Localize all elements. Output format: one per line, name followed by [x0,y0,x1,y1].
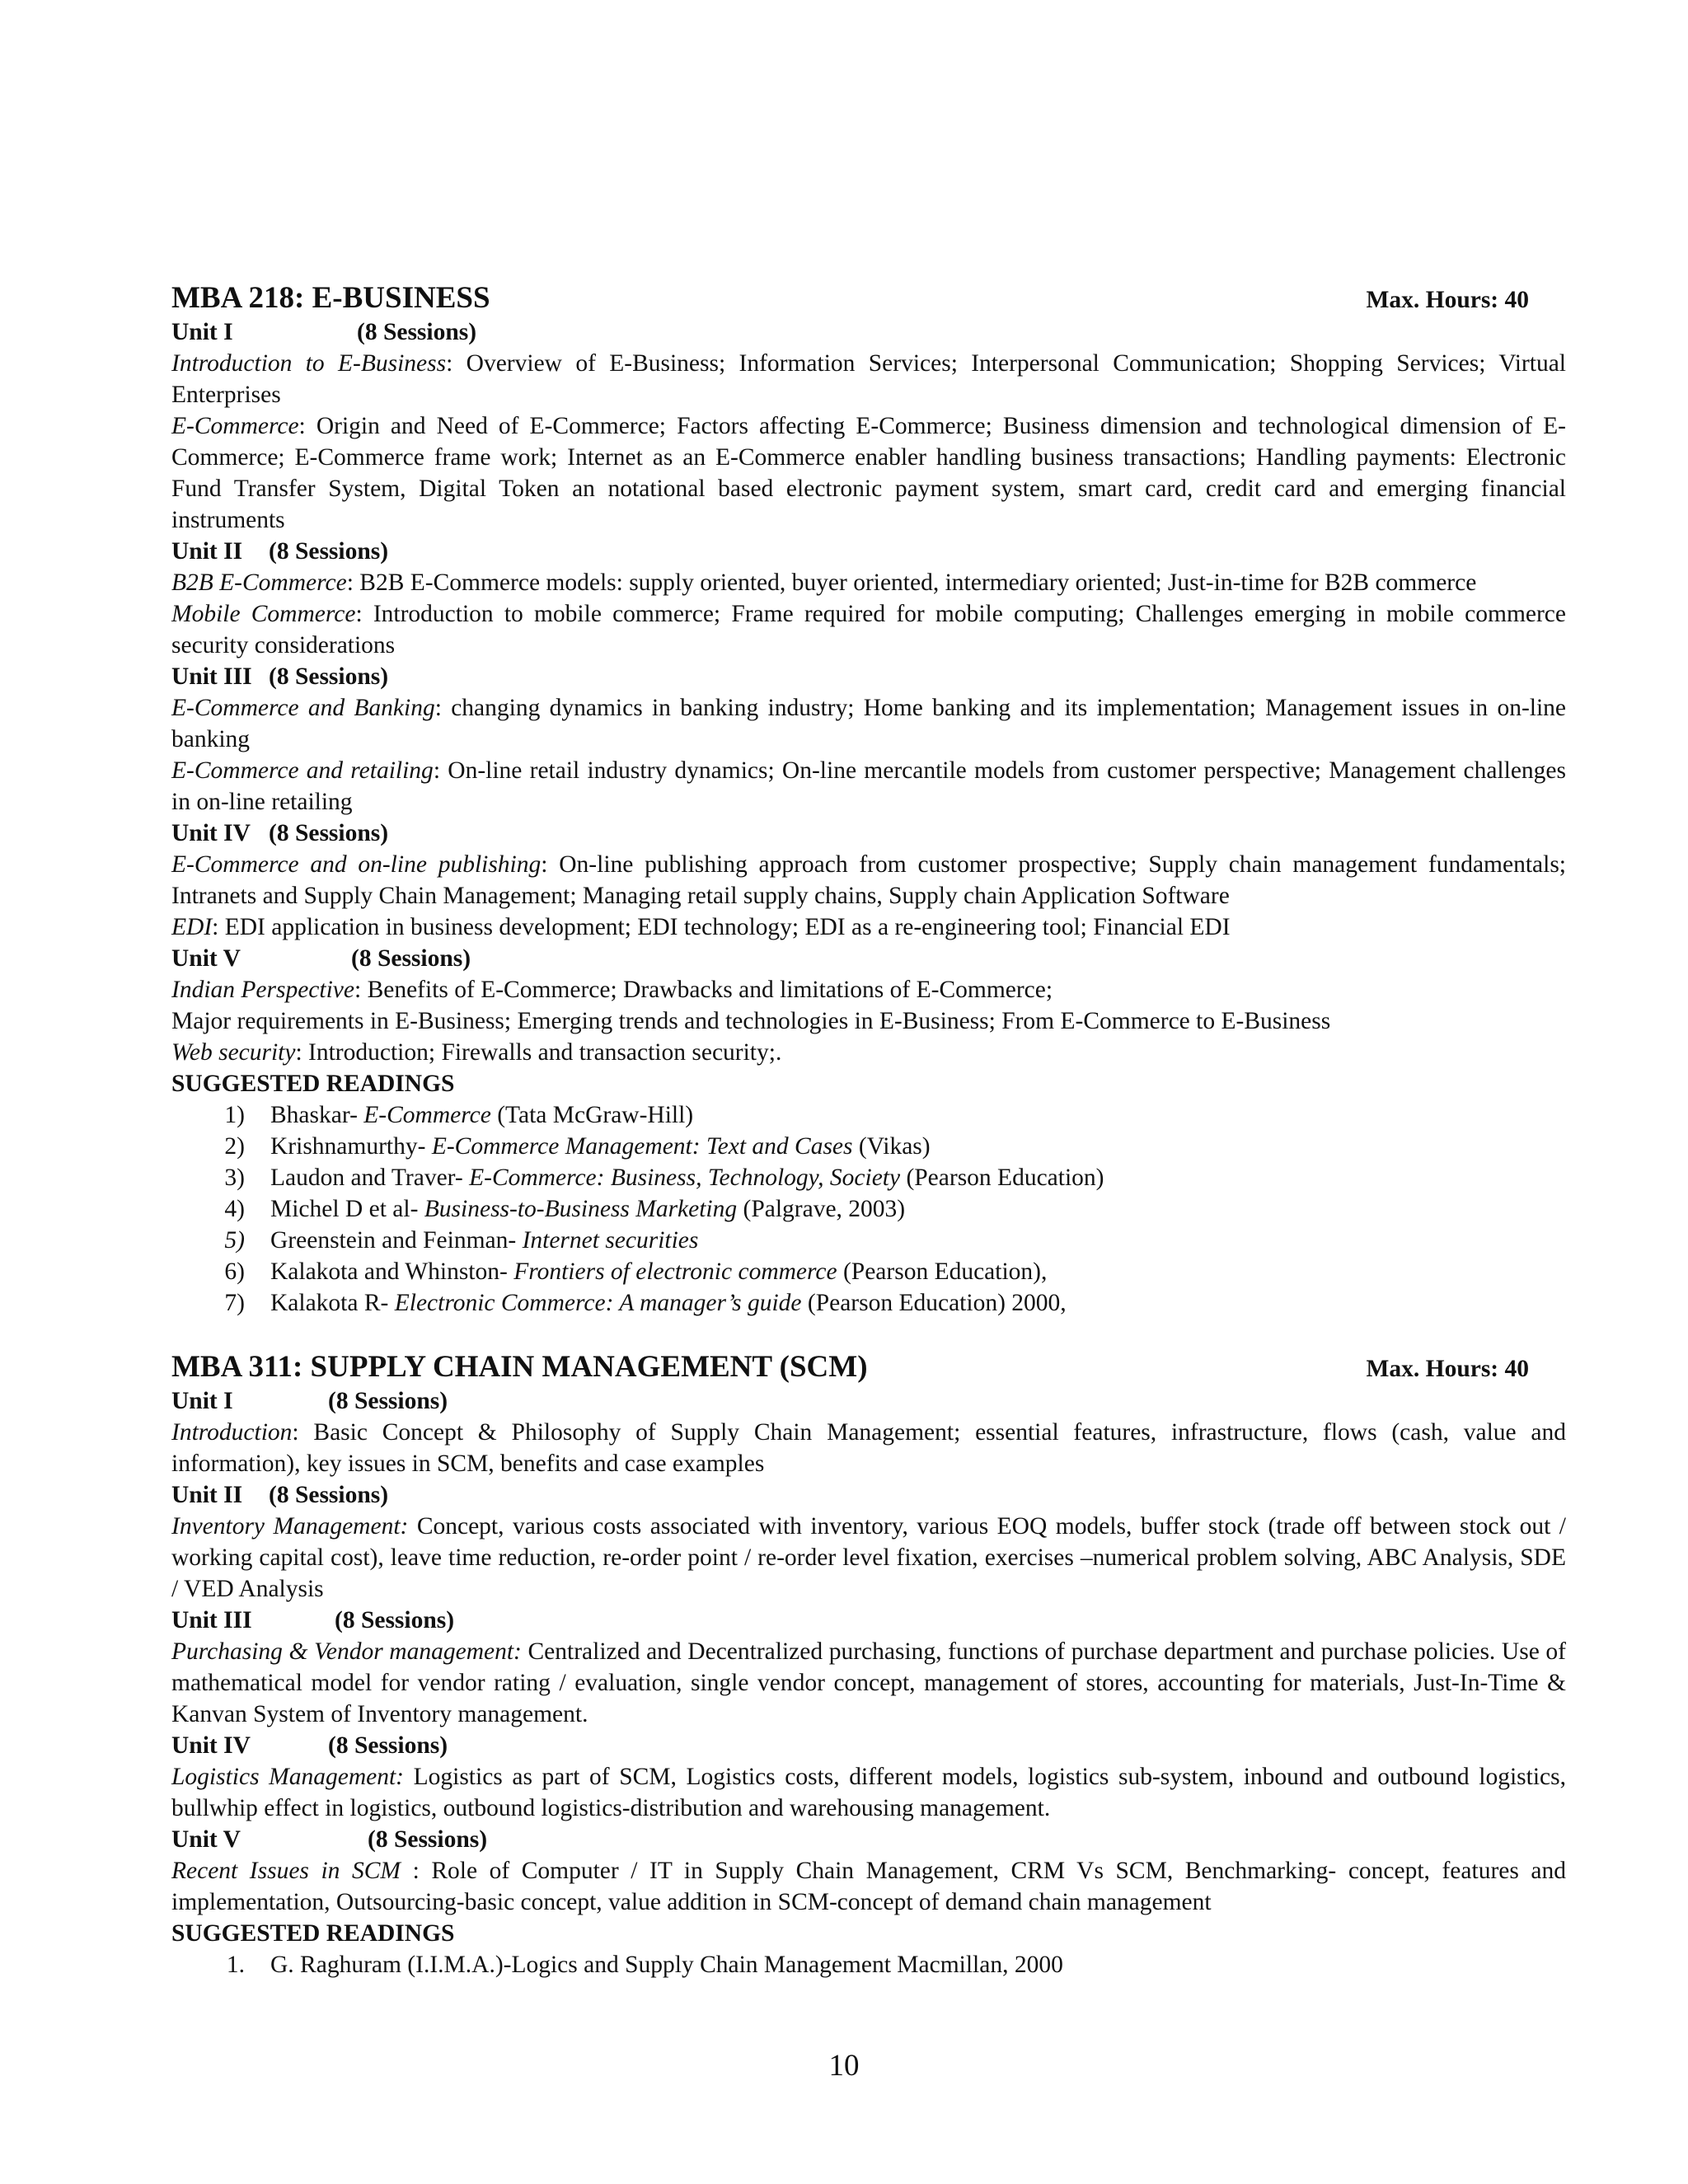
reading-item [171,1193,1566,1225]
section-spacer [171,1319,1566,1349]
course-header [171,1349,1566,1385]
topic-name: Logistics Management: [171,1764,404,1790]
reading-text [270,1287,1067,1319]
reading-publisher: (Palgrave, 2003) [737,1196,906,1222]
topic-description: : Role of Computer / IT in Supply Chain Management, CRM Vs SCM, Benchmarking- concept, features and implementation, Outsourcing-basic concept, value addition in SCM-concept of demand chain management [171,1858,1566,1915]
unit-paragraph [171,912,1566,943]
topic-name: Indian Perspective [171,977,354,1003]
unit-label: Unit I [171,1388,233,1414]
course-section [171,280,1566,1319]
reading-title: E-Commerce [363,1102,491,1128]
unit-paragraph [171,1855,1566,1918]
unit-heading [171,943,1566,974]
reading-title: Business-to-Business Marketing [424,1196,738,1222]
unit-sessions: (8 Sessions) [368,1826,488,1853]
unit-paragraph [171,755,1566,818]
topic-description: : Introduction to mobile commerce; Frame required for mobile computing; Challenges emerging in mobile commerce security considerations [171,601,1566,658]
unit-paragraph [171,1037,1566,1068]
reading-publisher: (Tata McGraw-Hill) [490,1102,694,1128]
course-title: MBA 218: E-BUSINESS [171,281,490,315]
reading-number: 2) [224,1133,245,1160]
page-number: 10 [828,2049,860,2083]
unit-sessions: (8 Sessions) [328,1732,448,1759]
reading-publisher: (Pearson Education) [900,1165,1104,1191]
topic-description: : Introduction; Firewalls and transaction security;. [295,1039,782,1066]
topic-name: Inventory Management: [171,1513,409,1540]
unit-label: Unit V [171,1826,241,1853]
suggested-readings-title: SUGGESTED READINGS [171,1920,455,1947]
topic-name: Introduction to E-Business [171,350,447,377]
reading-number: 6) [224,1258,245,1285]
unit-paragraph [171,348,1566,410]
topic-name: E-Commerce [171,413,299,439]
topic-name: Web security [171,1039,296,1066]
reading-number: 5) [224,1227,245,1254]
topic-description: : B2B E-Commerce models: supply oriented, buyer oriented, intermediary oriented; Just-in-time for B2B commerce [346,569,1477,596]
unit-paragraph [171,567,1566,598]
unit-label: Unit IV [171,1732,251,1759]
unit-heading [171,1605,1566,1636]
topic-description: Centralized and Decentralized purchasing, functions of purchase department and purchase policies. Use of mathematical model for vendor rating / evaluation, single vendor concept, management of stores, accounting for materials, Just-In-Time & Kanvan System of Inventory management. [171,1638,1566,1727]
unit-sessions: (8 Sessions) [269,538,389,565]
reading-number: 1) [224,1102,245,1128]
reading-title: Internet securities [522,1227,699,1254]
unit-heading [171,1824,1566,1855]
reading-text [270,1256,1047,1287]
unit-label: Unit II [171,1482,243,1508]
unit-sessions: (8 Sessions) [269,663,389,690]
reading-author: Laudon and Traver- [270,1165,470,1191]
reading-publisher: (Pearson Education), [837,1258,1048,1285]
topic-description: : EDI application in business development; EDI technology; EDI as a re-engineering tool; Financial EDI [212,914,1231,940]
unit-paragraph [171,1005,1566,1037]
unit-sessions: (8 Sessions) [269,820,389,846]
unit-paragraph [171,974,1566,1005]
reading-item [171,1225,1566,1256]
unit-paragraph [171,410,1566,536]
topic-description: : Origin and Need of E-Commerce; Factors affecting E-Commerce; Business dimension and technological dimension of E-Commerce; E-Commerce frame work; Internet as an E-Commerce enabler handling business transactions; Handling payments: Electronic Fund Transfer System, Digital Token an notational based electronic payment system, smart card, credit card and emerging financial instruments [171,413,1566,533]
topic-description: Logistics as part of SCM, Logistics costs, different models, logistics sub-system, inbound and outbound logistics, bullwhip effect in logistics, outbound logistics-distribution and warehousing management. [171,1764,1566,1821]
reading-title: E-Commerce: Business, Technology, Society [469,1165,901,1191]
topic-description: : On-line publishing approach from customer prospective; Supply chain management fundamentals; Intranets and Supply Chain Management; Managing retail supply chains, Supply chain Application Software [171,851,1567,909]
unit-heading [171,1385,1566,1417]
unit-paragraph [171,692,1566,755]
topic-description: Concept, various costs associated with inventory, various EOQ models, buffer stock (trade off between stock out / working capital cost), leave time reduction, re-order point / re-order level fixation, exercises –numerical problem solving, ABC Analysis, SDE / VED Analysis [171,1513,1566,1602]
course-title: MBA 311: SUPPLY CHAIN MANAGEMENT (SCM) [171,1350,868,1384]
topic-name: Introduction [171,1419,293,1446]
unit-label: Unit III [171,1607,252,1633]
topic-name: Recent Issues in SCM [171,1858,401,1884]
reading-number: 1. [226,1952,245,1978]
readings-list [171,1949,1566,1980]
reading-number: 7) [224,1290,245,1316]
topic-name: E-Commerce and Banking [171,695,435,721]
reading-number: 4) [224,1196,245,1222]
reading-author: Bhaskar- [270,1102,364,1128]
unit-heading [171,536,1566,567]
reading-item [171,1287,1566,1319]
unit-heading [171,316,1566,348]
unit-paragraph [171,1417,1566,1479]
topic-name: Mobile Commerce [171,601,356,627]
reading-title: E-Commerce Management: Text and Cases [431,1133,853,1160]
reading-item [171,1256,1566,1287]
reading-item [171,1099,1566,1131]
suggested-readings-title: SUGGESTED READINGS [171,1071,455,1097]
unit-sessions: (8 Sessions) [351,945,471,972]
topic-name: Purchasing & Vendor management: [171,1638,522,1665]
reading-text [270,1099,693,1131]
course-section [171,1349,1566,1980]
unit-paragraph [171,1761,1566,1824]
reading-author: Krishnamurthy- [270,1133,432,1160]
reading-text [270,1193,905,1225]
reading-publisher: (Vikas) [852,1133,931,1160]
course-header [171,280,1566,316]
topic-description: : On-line retail industry dynamics; On-line mercantile models from customer perspective; Management challenges in on-line retailing [171,757,1566,815]
topic-description: Major requirements in E-Business; Emerging trends and technologies in E-Business; From E-Commerce to E-Business [171,1008,1331,1034]
unit-sessions: (8 Sessions) [357,319,477,345]
reading-number: 3) [224,1165,245,1191]
reading-publisher: (Pearson Education) 2000, [801,1290,1067,1316]
unit-label: Unit II [171,538,243,565]
topic-name: E-Commerce and retailing [171,757,434,784]
reading-text [270,1131,931,1162]
unit-label: Unit IV [171,820,251,846]
reading-title: Electronic Commerce: A manager’s guide [394,1290,802,1316]
readings-list [171,1099,1566,1319]
topic-name: E-Commerce and on-line publishing [171,851,542,878]
reading-author: Kalakota R- [270,1290,395,1316]
unit-paragraph [171,1636,1566,1730]
syllabus-page [171,280,1566,1980]
unit-label: Unit I [171,319,233,345]
topic-description: : changing dynamics in banking industry; Home banking and its implementation; Management issues in on-line banking [171,695,1567,752]
unit-label: Unit V [171,945,241,972]
reading-item [171,1131,1566,1162]
unit-sessions: (8 Sessions) [269,1482,389,1508]
reading-author: Greenstein and Feinman- [270,1227,523,1254]
unit-heading [171,661,1566,692]
reading-title: Frontiers of electronic commerce [513,1258,837,1285]
topic-description: : Overview of E-Business; Information Services; Interpersonal Communication; Shopping Services; Virtual Enterprises [171,350,1566,408]
reading-author: Michel D et al- [270,1196,424,1222]
reading-author: Kalakota and Whinston- [270,1258,514,1285]
reading-text [270,1949,1063,1980]
unit-heading [171,1730,1566,1761]
reading-item [171,1162,1566,1193]
topic-name: EDI [171,914,213,940]
unit-heading [171,1479,1566,1511]
reading-text [270,1225,698,1256]
topic-description: : Benefits of E-Commerce; Drawbacks and limitations of E-Commerce; [354,977,1053,1003]
unit-heading [171,818,1566,849]
reading-author: G. Raghuram (I.I.M.A.)-Logics and Supply Chain Management Macmillan, 2000 [270,1952,1063,1978]
reading-item [171,1949,1566,1980]
unit-paragraph [171,1511,1566,1605]
unit-paragraph [171,598,1566,661]
max-hours: Max. Hours: 40 [1366,1356,1529,1382]
reading-text [270,1162,1104,1193]
unit-sessions: (8 Sessions) [335,1607,455,1633]
unit-paragraph [171,849,1566,912]
max-hours: Max. Hours: 40 [1366,287,1529,313]
unit-label: Unit III [171,663,252,690]
topic-name: B2B E-Commerce [171,569,347,596]
unit-sessions: (8 Sessions) [328,1388,448,1414]
topic-description: : Basic Concept & Philosophy of Supply Chain Management; essential features, infrastructure, flows (cash, value and information), key issues in SCM, benefits and case examples [171,1419,1566,1477]
